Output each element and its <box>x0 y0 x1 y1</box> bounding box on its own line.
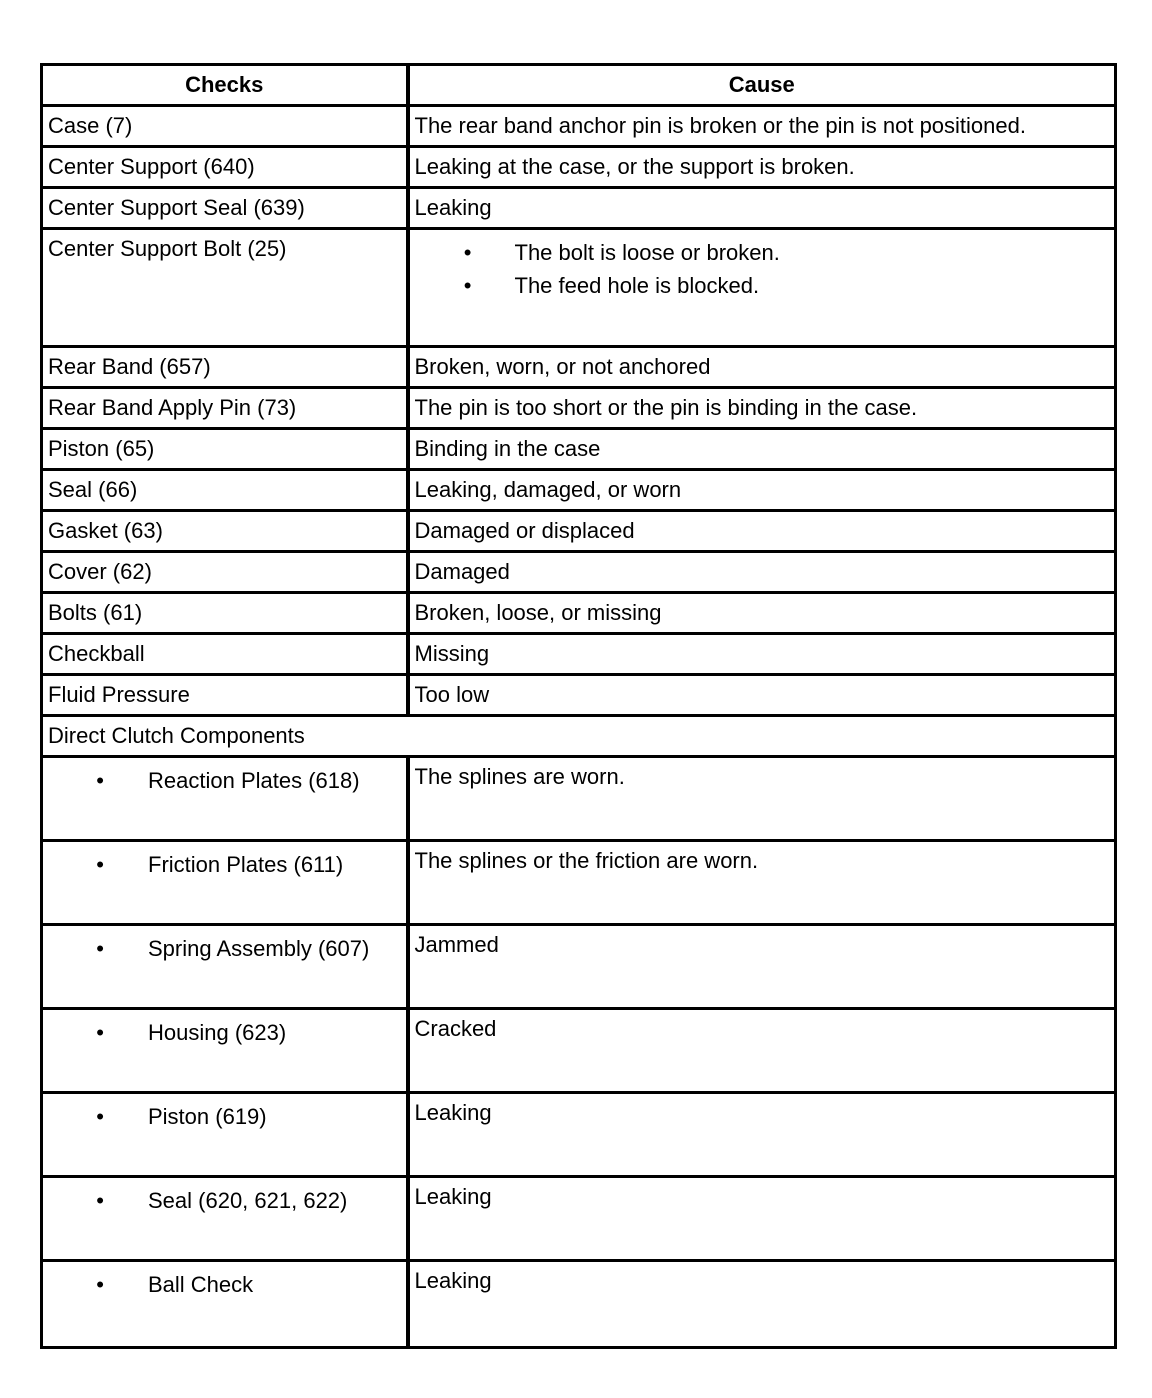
table-row <box>42 841 1116 925</box>
table-row <box>42 229 1116 347</box>
check-cell <box>42 757 408 841</box>
list-item <box>415 240 1110 273</box>
cause-cell: Leaking <box>408 1177 1116 1261</box>
table-row <box>42 552 1116 593</box>
table-row <box>42 1093 1116 1177</box>
cause-cell: Cracked <box>408 1009 1116 1093</box>
check-cell: Rear Band (657) <box>42 347 408 388</box>
check-cell <box>42 1261 408 1348</box>
cause-cell: Missing <box>408 634 1116 675</box>
table-row <box>42 147 1116 188</box>
check-cell: Rear Band Apply Pin (73) <box>42 388 408 429</box>
cause-bullet-list <box>415 236 1110 306</box>
cause-cell: Binding in the case <box>408 429 1116 470</box>
check-cell <box>42 841 408 925</box>
table-row <box>42 188 1116 229</box>
check-cell: Cover (62) <box>42 552 408 593</box>
check-text: Friction Plates (611) <box>148 852 344 877</box>
table-row <box>42 470 1116 511</box>
cause-cell <box>408 229 1116 347</box>
bullet-icon: • <box>96 936 104 961</box>
bullet-icon: • <box>96 768 104 793</box>
table-row <box>42 634 1116 675</box>
check-cell <box>42 1009 408 1093</box>
check-text: Piston (619) <box>148 1104 267 1129</box>
cause-cell: The pin is too short or the pin is binding in the case. <box>408 388 1116 429</box>
check-cell: Fluid Pressure <box>42 675 408 716</box>
cause-cell: Broken, loose, or missing <box>408 593 1116 634</box>
diagnosis-table <box>40 63 1117 1349</box>
table-row <box>42 675 1116 716</box>
table-row <box>42 347 1116 388</box>
cause-cell: Leaking <box>408 1261 1116 1348</box>
table-row <box>42 1177 1116 1261</box>
check-cell: Seal (66) <box>42 470 408 511</box>
cause-cell: Damaged or displaced <box>408 511 1116 552</box>
bullet-icon: • <box>96 1020 104 1045</box>
cause-header: Cause <box>408 65 1116 106</box>
table-row <box>42 106 1116 147</box>
bullet-icon: • <box>96 852 104 877</box>
table-header-row <box>42 65 1116 106</box>
cause-cell: The splines or the friction are worn. <box>408 841 1116 925</box>
bullet-icon: • <box>463 240 472 265</box>
cause-cell: The rear band anchor pin is broken or the pin is not positioned. <box>408 106 1116 147</box>
check-text: Reaction Plates (618) <box>148 768 360 793</box>
check-text: Spring Assembly (607) <box>148 936 370 961</box>
cause-text: The bolt is loose or broken. <box>514 240 780 265</box>
check-cell <box>42 925 408 1009</box>
check-cell <box>42 1093 408 1177</box>
group-header-row <box>42 716 1116 757</box>
check-cell: Case (7) <box>42 106 408 147</box>
cause-text: The feed hole is blocked. <box>514 273 760 298</box>
check-cell: Piston (65) <box>42 429 408 470</box>
check-cell: Gasket (63) <box>42 511 408 552</box>
cause-cell: Leaking <box>408 188 1116 229</box>
list-item <box>415 273 1110 306</box>
bullet-icon: • <box>96 1272 104 1297</box>
table-row <box>42 429 1116 470</box>
check-text: Housing (623) <box>148 1020 287 1045</box>
cause-cell: The splines are worn. <box>408 757 1116 841</box>
cause-cell: Broken, worn, or not anchored <box>408 347 1116 388</box>
check-cell: Bolts (61) <box>42 593 408 634</box>
table-row <box>42 593 1116 634</box>
table-row <box>42 1261 1116 1348</box>
bullet-icon: • <box>96 1188 104 1213</box>
table-row <box>42 511 1116 552</box>
checks-header: Checks <box>42 65 408 106</box>
check-cell: Center Support Bolt (25) <box>42 229 408 347</box>
check-cell: Center Support Seal (639) <box>42 188 408 229</box>
table-row <box>42 1009 1116 1093</box>
check-text: Seal (620, 621, 622) <box>148 1188 348 1213</box>
check-text: Ball Check <box>148 1272 254 1297</box>
check-cell: Checkball <box>42 634 408 675</box>
cause-cell: Leaking <box>408 1093 1116 1177</box>
cause-cell: Damaged <box>408 552 1116 593</box>
cause-cell: Leaking at the case, or the support is broken. <box>408 147 1116 188</box>
check-cell <box>42 1177 408 1261</box>
cause-cell: Leaking, damaged, or worn <box>408 470 1116 511</box>
cause-cell: Too low <box>408 675 1116 716</box>
cause-cell: Jammed <box>408 925 1116 1009</box>
table-row <box>42 388 1116 429</box>
check-cell: Center Support (640) <box>42 147 408 188</box>
bullet-icon: • <box>96 1104 104 1129</box>
table-row <box>42 925 1116 1009</box>
table-row <box>42 757 1116 841</box>
group-title: Direct Clutch Components <box>42 716 1116 757</box>
bullet-icon: • <box>463 273 472 298</box>
